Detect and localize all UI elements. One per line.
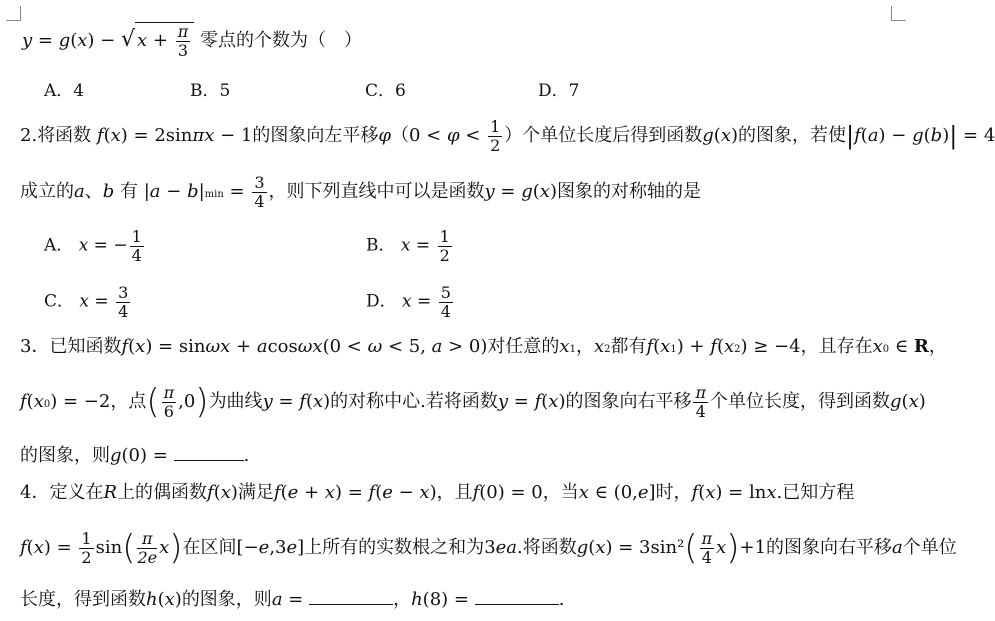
q2-option-label: B． [366, 235, 396, 256]
q2-option-label: C． [44, 291, 75, 312]
q4-text: 个单位 [902, 537, 957, 559]
q3-text: 为曲线 [208, 391, 263, 413]
q4-text: 的图象，则 [181, 589, 272, 610]
q1-option-d: D．7 [538, 81, 580, 101]
q4-text: 在区间 [182, 537, 237, 559]
q4-answer-blank-h8[interactable] [475, 588, 559, 605]
q4-stem-line-1: 4．定义在R上的偶函数f(x)满足f(e + x) = f(e − x)，且f(0) = 0，当x ∈ (0,e]时，f(x) = lnx.已知方程 [20, 482, 855, 503]
q2-text: 有 [120, 181, 138, 203]
q3-text: 的图象向右平移 [565, 391, 692, 413]
q4-text: .将函数 [517, 537, 577, 559]
q2-option-label: D． [366, 291, 397, 312]
q4-text: ，当 [542, 482, 579, 503]
q3-stem-line-1: 3．已知函数f(x) = sinωx + acosωx(0 < ω < 5, a > 0)对任意的x1，x2都有f(x1) + f(x2) ≥ −4，且存在x0 ∈ R， [20, 336, 947, 357]
q2-option-d: D． x = $\frac{5}{4}$ [366, 283, 451, 321]
q3-number: 3． [20, 336, 50, 357]
q1-stem-end: 零点的个数为（ ） [199, 30, 362, 52]
q1-stem-line: y = g(x) − √ x + $\frac{\pi}{3}$ 零点的个数为（ ） [22, 22, 362, 60]
q3-text: 个单位长度，得到函数 [710, 391, 890, 413]
q4-text: ，且 [436, 482, 473, 503]
q1-option-b: B．5 [190, 81, 231, 101]
q2-text: 成立的 [20, 181, 74, 203]
q3-text: 已知函数 [49, 336, 122, 357]
q3-text: 对任意的 [487, 336, 560, 357]
q2-text: 将函数 [37, 125, 92, 147]
q3-text: ，点 [110, 391, 147, 413]
q1-option-a: A．4 [44, 81, 85, 101]
q2-text: 个单位长度后得到函数 [522, 125, 703, 147]
q4-text: 长度，得到函数 [20, 589, 146, 610]
q3-text: . [243, 445, 250, 466]
q4-text: 定义在 [49, 482, 104, 503]
q2-text: 的图象向左平移 [252, 125, 379, 147]
q4-text: .已知方程 [776, 482, 855, 503]
q4-number: 4． [20, 482, 50, 503]
q3-stem-line-3: 的图象，则g(0) = . [20, 445, 250, 466]
q2-number: 2. [20, 125, 38, 147]
q2-option-label: A． [44, 235, 74, 256]
q2-text: 图象的对称轴的是 [556, 181, 701, 203]
q2-stem-line-2: 成立的a、b 有 |a − b|min = $\frac{3}{4}$ ，则下列直线中可以是函数y = g(x)图象的对称轴的是 [20, 173, 701, 211]
q3-text: 的图象，则 [20, 445, 110, 466]
q3-answer-blank[interactable] [174, 444, 244, 461]
q2-option-c: C． x = $\frac{3}{4}$ [44, 283, 129, 321]
q2-text: 的图象，若使 [738, 125, 847, 147]
q4-stem-line-2: f(x) = $\frac{1}{2}$ sin( $\frac{\pi}{2e}$ x)在区间[−e,3e]上所有的实数根之和为3ea.将函数g(x) = 3sin²( $\frac{\pi}{4}$ x)+1的图象向右平移a个单位 [20, 528, 957, 569]
q2-stem-line-1: 2.将函数 f(x) = 2sinπx − 1的图象向左平移φ（0 < φ < $\frac{1}{2}$ ）个单位长度后得到函数g(x)的图象，若使|f(a) − g(b)| = 4 [20, 117, 995, 155]
q2-option-b: B． x = $\frac{1}{2}$ [366, 227, 450, 265]
page-corner-mark-right [891, 6, 906, 21]
q3-text: 的对称中心.若将函数 [330, 391, 498, 413]
q2-option-a: A． x = − $\frac{1}{4}$ [44, 227, 142, 265]
q4-text: ， [393, 589, 412, 610]
q3-text: ，且存在 [800, 336, 873, 357]
q4-text: 时， [655, 482, 692, 503]
q4-text: . [558, 589, 565, 610]
q3-stem-line-2: f(x0) = −2，点( $\frac{\pi}{6}$ ,0)为曲线y = f(x)的对称中心.若将函数y = f(x)的图象向右平移 $\frac{\pi}{4}$ 个单位长度，得到函数g(x) [20, 382, 926, 423]
q2-text: ，则下列直线中可以是函数 [268, 181, 485, 203]
q4-text: 满足 [237, 482, 274, 503]
q4-answer-blank-a[interactable] [309, 588, 393, 605]
q1-option-c: C．6 [365, 81, 406, 101]
page-corner-mark-left [6, 6, 21, 21]
q4-text: 上的偶函数 [117, 482, 208, 503]
q4-text: 上所有的实数根之和为 [304, 537, 485, 559]
q3-text: 都有 [610, 336, 647, 357]
q4-stem-line-3: 长度，得到函数h(x)的图象，则a = ，h(8) = . [20, 589, 565, 610]
q4-text: 的图象向右平移 [766, 537, 893, 559]
